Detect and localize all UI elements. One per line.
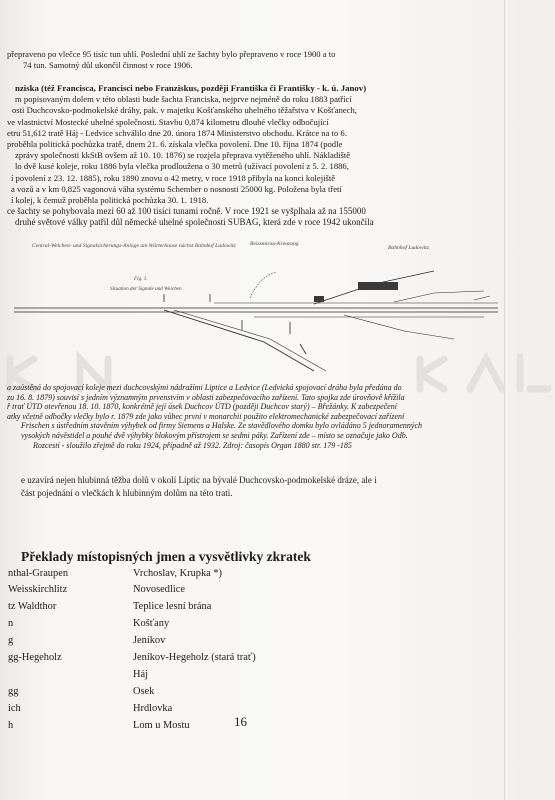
page-number: 16	[234, 714, 247, 729]
glossary-german: gg	[8, 686, 19, 697]
closing-line: část pojednání o vlečkách k hlubinným dolům na této trati.	[21, 487, 233, 498]
section-line: proběhla politická pochůzka tratě, dnem 21. 6. získala vlečka povolení. Dne 10. října 1874 (podle	[7, 138, 343, 149]
caption-line: vysokých návěstidel a pouhé dvě výhybky blokovým přístrojem se sedmi páky. Zařízení zde – místo se označuje jako Odb.	[21, 430, 408, 440]
glossary-german: g	[8, 635, 14, 646]
glossary-czech: Hrdlovka	[133, 703, 173, 714]
map-label-top: Central-Weichen- und Signalsicherungs-Anlage am Wärterhause nächst Bahnhof Ludowitz	[32, 243, 236, 249]
closing-paragraph	[7, 474, 377, 499]
section-line: í kolej, k čemuž proběhla politická pochůzka 30. 1. 1918.	[11, 194, 209, 205]
glossary-german: n	[8, 618, 14, 629]
intro-line: přepraveno po vlečce 95 tisíc tun uhlí. Poslední uhlí ze šachty bylo přepraveno v roce 1900 a to	[7, 49, 336, 59]
section-line: lo dvě kusé koleje, roku 1886 byla vlečka prodloužena o 30 metrů (užívací povolení z 5. 2. 1886,	[15, 161, 349, 172]
glossary-german: nthal-Graupen	[8, 568, 69, 579]
glossary-czech: Jeníkov	[133, 635, 166, 646]
section-line: osti Duchcovsko-podmokelské dráhy, pak. v majetku Košťanského uhelného těžařstva v Košťanech,	[12, 105, 357, 116]
section-line: a vozů a v km 0,825 vagonová váha systému Schember o nosnosti 25000 kg. Položena byla třetí	[11, 183, 342, 194]
glossary-german: gg-Hegeholz	[8, 652, 62, 663]
section-line: ve vlastnictví Mostecké uhelné společnosti. Stavbu 0,874 kilometru dlouhé vlečky odbočující	[7, 116, 329, 127]
railway-map-figure	[14, 236, 498, 378]
glossary-czech: Jeníkov-Hegeholz (stará trať)	[133, 652, 256, 663]
glossary-heading: Překlady místopisných jmen a vysvětlivky zkratek	[21, 549, 311, 564]
glossary-german: ich	[8, 703, 21, 714]
caption-line: Frischen s ústředním stavěním výhybek od firmy Siemens a Halske. Ze stavědlového domku bylo ovládáno 5 jednoramenných	[21, 421, 423, 431]
glossary-czech: Novosedlice	[133, 584, 185, 595]
page-edge	[504, 0, 507, 800]
caption-line: atky včetně odbočky vlečky bylo r. 1879 zde jako vůbec první v monarchii použito elektromechanické zabezpečovací zařízení	[7, 411, 405, 421]
caption-line: zu 16. 8. 1879) souvisí s jedním významným prvenstvím v oblasti zabezpečovacího zařízení. Tato spojka zde úrovňově křížila	[7, 392, 405, 402]
map-label-station: Bahnhof Ludowitz	[388, 245, 429, 251]
section-title: nziska (též Francisca, Francisci nebo Franziskus, později Františka či Františky - k. ú. Janov)	[15, 83, 367, 93]
glossary-czech: Vrchoslav, Krupka *)	[133, 568, 223, 579]
glossary-german: Weisskirchlitz	[8, 584, 68, 595]
glossary-german: tz Waldthor	[8, 601, 57, 612]
intro-line: 74 tun. Samotný důl ukončil činnost v roce 1906.	[23, 60, 193, 71]
map-label-crossing: Reissmirau-Kreuzung	[250, 241, 299, 247]
section-line: etru 51,612 tratě Háj - Ledvice schválilo dne 20. února 1874 Ministerstvo obchodu. Krátce na to 6.	[7, 127, 347, 138]
intro-paragraph	[7, 49, 335, 71]
caption-line: ř trať ÚTD otevřenou 18. 10. 1870, konkrétně její úsek Duchcov ÚTD (později Duchcov starý) – Břežánky. K zabezpečení	[7, 402, 397, 412]
glossary-czech: Háj	[133, 669, 149, 680]
section-franciska	[7, 83, 374, 228]
caption-line: Rozcestí - sloužilo zřejmě do roku 1924, případně až 1932. Zdroj: časopis Organ 1880 str. 179 -185	[33, 440, 352, 450]
caption-line: a zaústěná do spojovací koleje mezi duchcovskými nádražími Liptice a Ledvice (Ledvická spojovací dráha byla předána do	[7, 383, 402, 392]
section-line: í povolení z 23. 12. 1885), roku 1890 znovu o 42 metry, v roce 1918 přibyla na konci kolejiště	[11, 172, 336, 183]
closing-line: e uzavírá nejen hlubinná těžba dolů v okolí Liptic na bývalé Duchcovsko-podmokelské dráze, ale i	[21, 475, 377, 485]
map-label-fig1-sub: Situation der Signale und Weichen	[110, 286, 182, 292]
glossary-czech: Osek	[133, 686, 155, 697]
section-line: druhé světové války patřil důl německé uhelné společnosti SUBAG, která zde v roce 1942 ukončila	[15, 217, 374, 228]
figure-caption	[7, 383, 422, 450]
section-line: zprávy společnosti kkStB ovšem až 10. 10. 1876) se rozjela přeprava vytěženého uhlí. Nákladiště	[15, 150, 351, 161]
glossary-czech: Lom u Mostu	[133, 720, 190, 731]
map-label-fig1: Fig. 1.	[134, 276, 148, 282]
section-line: ce šachty se pohybovala mezi 60 až 100 tisíci tunami ročně. V roce 1921 se vyšplhala až na 155000	[7, 206, 366, 217]
section-line: m popisovaným dolem v této oblasti bude šachta Franciska, nejprve nejméně do roku 1883 patřící	[15, 94, 352, 105]
glossary-czech: Košťany	[133, 618, 170, 629]
glossary-german: h	[8, 720, 14, 731]
glossary-czech: Teplice lesní brána	[133, 601, 212, 612]
